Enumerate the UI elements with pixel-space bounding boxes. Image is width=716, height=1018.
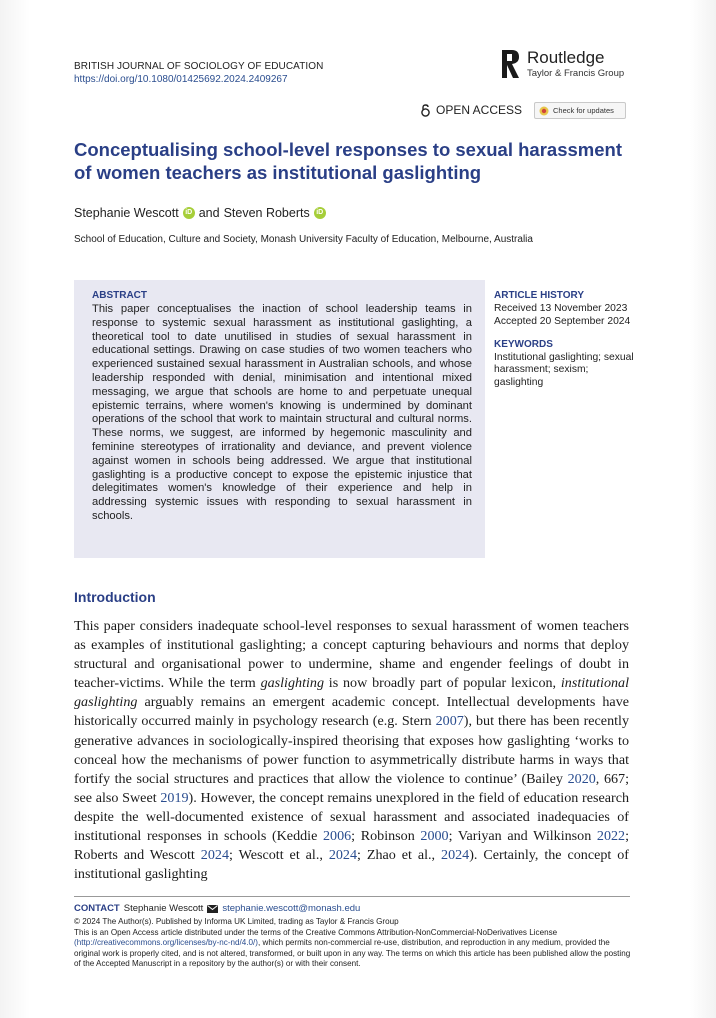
contact-label: CONTACT (74, 903, 120, 914)
envelope-icon (207, 905, 218, 913)
copyright-line: © 2024 The Author(s). Published by Informa UK Limited, trading as Taylor & Francis Group (74, 917, 399, 926)
author-line (74, 206, 326, 220)
article-title: Conceptualising school-level responses to sexual harassment of women teachers as institutional gaslighting (74, 139, 622, 183)
orcid-icon[interactable]: iD (183, 207, 195, 219)
text-run: ), but there has been recently generative advances in sociologically-inspired theorising that exposes how gaslighting ‘works to conceal how the mechanisms of power function to asymmetrically distribute harms in ways that fortify the social structures and practices that allow the violence to continue’ (Bailey (74, 713, 629, 787)
text-run: ; Variyan and Wilkinson (448, 828, 597, 845)
citation-link[interactable]: 2020 (567, 770, 596, 787)
doi-link[interactable]: https://doi.org/10.1080/01425692.2024.2409267 (74, 74, 288, 85)
introduction-paragraph (74, 617, 629, 884)
license-text (74, 928, 632, 970)
text-run: , 667; see also Sweet (74, 770, 629, 806)
check-updates-label: Check for updates (553, 106, 614, 115)
contact-email[interactable]: stephanie.wescott@monash.edu (222, 903, 361, 914)
open-access-text: OPEN ACCESS (436, 103, 523, 117)
check-updates-button[interactable] (534, 102, 626, 119)
text-run: arguably remains an emergent academic concept. Intellectual developments have historically occurred mainly in psychology research (e.g. Stern (74, 694, 629, 730)
accepted-date: Accepted 20 September 2024 (494, 316, 631, 327)
publisher-name: Routledge (527, 48, 605, 67)
article-history-heading: ARTICLE HISTORY (494, 290, 585, 301)
publisher-subtitle: Taylor & Francis Group (527, 68, 625, 79)
citation-link[interactable]: 2000 (420, 828, 449, 845)
contact-line (74, 903, 360, 914)
citation-link[interactable]: 2022 (596, 828, 626, 845)
citation-link[interactable]: 2024 (441, 847, 470, 864)
emphasis: gaslighting (260, 675, 324, 692)
affiliation: School of Education, Culture and Society, Monash University Faculty of Education, Melbourne, Australia (74, 234, 533, 245)
author-2[interactable]: Steven Roberts (223, 206, 310, 220)
orcid-icon[interactable]: iD (314, 207, 326, 219)
text-run: This paper considers inadequate school-level responses to sexual harassment of women teachers as examples of institutional gaslighting; a concept capturing behaviours and norms that deploy structural and organisational power to undermine, shame and engender feelings of doubt in teacher-victims. While the term (74, 618, 629, 692)
abstract-text: This paper conceptualises the inaction of school leadership teams in response to systemic sexual harassment as institutional gaslighting, a theoretical tool to date unutilised in studies of sexual harassment in educational settings. Drawing on case studies of two women teachers who experienced sustained sexual harassment in Australian schools, and whose leadership responded with denial, minimisation and intentional mixed messaging, we argue that schools are home to and perpetuate unequal epistemic terrains, where women's knowing is undermined by dominant operations of the school that work to maintain structural and cultural norms. These norms, we suggest, are informed by hegemonic masculinity and feminine stereotypes of irrationality and deviance, and prevent violence against women in schools being addressed. We argue that institutional gaslighting is a productive concept to expose the epistemic injustice that delegitimates women's knowledge of their experience and help in addressing systemic issues with responding to sexual harassment in schools. (92, 303, 472, 522)
text-run: ; Zhao et al., (357, 847, 442, 864)
text-run: is now broadly part of popular lexicon, (324, 675, 561, 692)
citation-link[interactable]: 2019 (160, 789, 189, 806)
abstract-heading: ABSTRACT (92, 290, 147, 301)
text-run: ; Roberts and Wescott (74, 828, 630, 864)
keywords-list: Institutional gaslighting; sexual harassment; sexism; gaslighting (494, 352, 634, 388)
open-access-label (421, 103, 522, 117)
author-conjunction: and (198, 206, 220, 220)
citation-link[interactable]: 2006 (322, 828, 352, 845)
crossmark-icon (539, 106, 549, 116)
text-run: ). Certainly, the concept of institutional gaslighting (74, 847, 629, 883)
footer-divider (74, 896, 630, 897)
text-run: ; Robinson (351, 828, 421, 845)
citation-link[interactable]: 2024 (200, 847, 229, 864)
license-terms: , which permits non-commercial re-use, distribution, and reproduction in any medium, provided the original work is properly cited, and is not altered, transformed, or built upon in any way. The terms on which this article has been published allow the posting of the Accepted Manuscript in a repository by the author(s) or with their consent. (74, 938, 631, 969)
license-sentence: This is an Open Access article distributed under the terms of the Creative Commons Attribution-NonCommercial-NoDerivatives License (74, 927, 558, 937)
citation-link[interactable]: 2007 (435, 713, 464, 730)
contact-name: Stephanie Wescott (123, 903, 204, 914)
license-notice (74, 917, 632, 970)
received-date: Received 13 November 2023 (494, 303, 628, 314)
routledge-logo-icon (497, 47, 521, 81)
emphasis: institutional gaslighting (74, 675, 630, 711)
license-link[interactable]: (http://creativecommons.org/licenses/by-nc-nd/4.0/) (74, 938, 258, 948)
introduction-heading: Introduction (74, 589, 156, 605)
open-lock-icon (421, 104, 430, 117)
journal-name: BRITISH JOURNAL OF SOCIOLOGY OF EDUCATION (74, 61, 324, 72)
author-1[interactable]: Stephanie Wescott (74, 206, 179, 220)
publisher-logo (497, 45, 637, 87)
text-run: ; Wescott et al., (228, 847, 329, 864)
keywords-heading: KEYWORDS (494, 339, 553, 350)
text-run: ). However, the concept remains unexplored in the field of education research despite the well-documented existence of sexual harassment and associated inadequacies of institutional responses in schools (Keddie (74, 789, 629, 845)
citation-link[interactable]: 2024 (328, 847, 358, 864)
